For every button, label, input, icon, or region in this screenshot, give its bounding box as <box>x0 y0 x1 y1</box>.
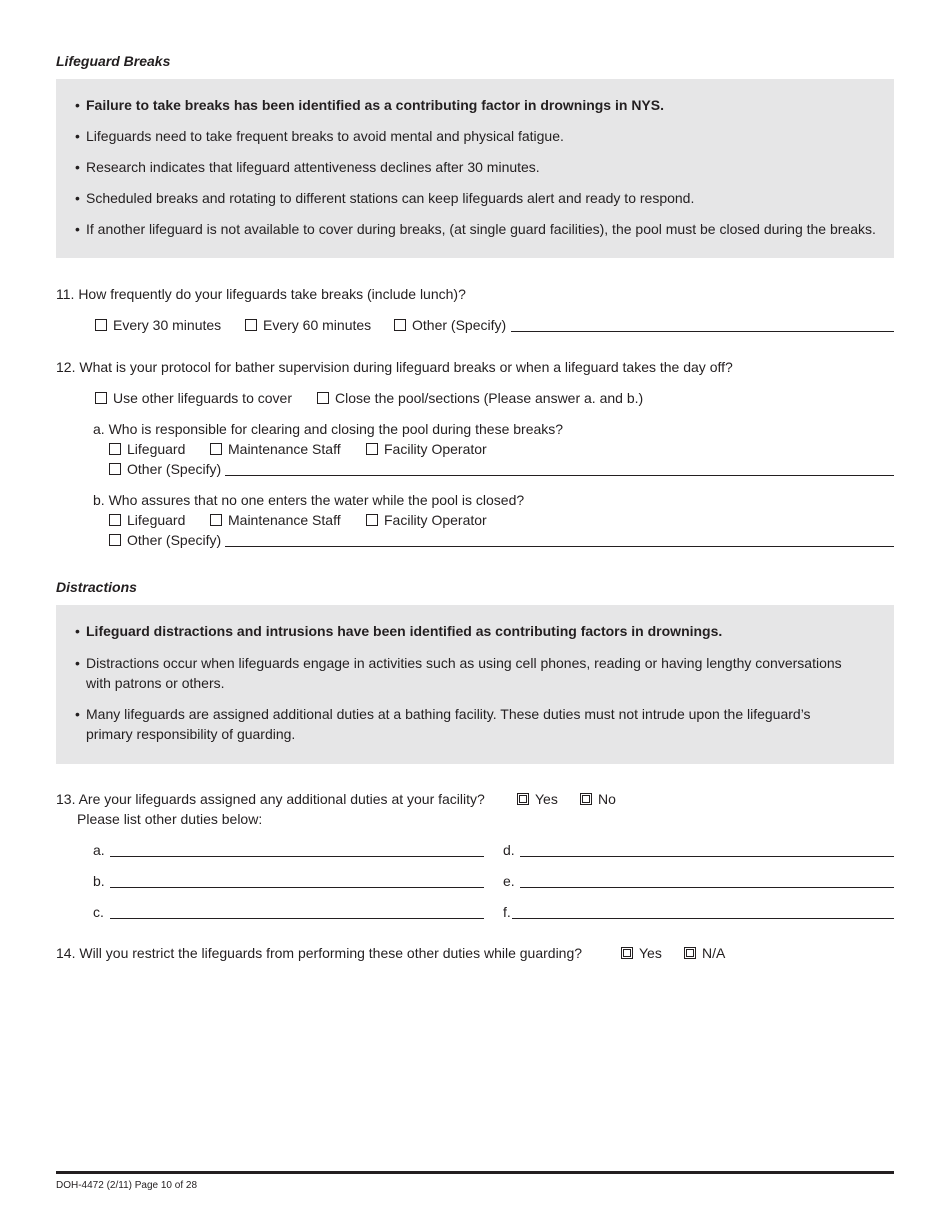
option-label: Other (Specify) <box>127 461 222 477</box>
duty-label-e: e. <box>503 873 515 889</box>
section-title-distractions: Distractions <box>56 579 137 595</box>
option-label: Use other lifeguards to cover <box>113 390 292 406</box>
bullet-text: If another lifeguard is not available to cover during breaks, (at single guard facilities), the pool must be closed during the breaks. <box>86 221 876 237</box>
option-13-yes[interactable] <box>517 791 558 807</box>
bullet-text: Failure to take breaks has been identified as a contributing factor in drownings in NYS. <box>86 97 664 113</box>
option-label: Facility Operator <box>384 512 487 528</box>
checkbox[interactable] <box>580 793 592 805</box>
option-label: Every 30 minutes <box>113 317 222 333</box>
bullet-text: Many lifeguards are assigned additional duties at a bathing facility. These duties must not intrude upon the lifeguard’s primary responsibility of guarding. <box>86 706 811 742</box>
bullet-item: • Scheduled breaks and rotating to different stations can keep lifeguards alert and ready to respond. <box>75 188 875 208</box>
duty-field-c[interactable] <box>110 918 484 919</box>
duty-field-e[interactable] <box>520 887 894 888</box>
footer-rule <box>56 1171 894 1174</box>
page-footer: DOH-4472 (2/11) Page 10 of 28 <box>56 1180 198 1191</box>
option-label: Maintenance Staff <box>228 441 341 457</box>
duty-label-b: b. <box>93 873 105 889</box>
duty-label-f: f. <box>503 904 511 920</box>
bullet-item: • Research indicates that lifeguard attentiveness declines after 30 minutes. <box>75 157 875 177</box>
bullet-item: • Lifeguard distractions and intrusions have been identified as contributing factors in drownings. <box>75 621 875 641</box>
question-12a: a. Who is responsible for clearing and closing the pool during these breaks? <box>93 421 564 437</box>
question-12b: b. Who assures that no one enters the water while the pool is closed? <box>93 492 525 508</box>
checkbox[interactable] <box>245 319 257 331</box>
option-label: Maintenance Staff <box>228 512 341 528</box>
option-12b-other-specify[interactable] <box>109 532 221 548</box>
option-label: No <box>598 791 616 807</box>
bullet-text: Research indicates that lifeguard attentiveness declines after 30 minutes. <box>86 159 540 175</box>
duty-label-a: a. <box>93 842 105 858</box>
option-label: Yes <box>639 945 662 961</box>
duty-field-b[interactable] <box>110 887 484 888</box>
option-12a-other-specify[interactable] <box>109 461 221 477</box>
checkbox[interactable] <box>95 392 107 404</box>
checkbox[interactable] <box>109 443 121 455</box>
duty-field-f[interactable] <box>512 918 894 919</box>
checkbox[interactable] <box>210 443 222 455</box>
duty-label-d: d. <box>503 842 515 858</box>
checkbox[interactable] <box>366 514 378 526</box>
option-every-60-minutes[interactable] <box>245 317 371 333</box>
option-label: Lifeguard <box>127 441 186 457</box>
q11-other-specify-field[interactable] <box>511 331 894 332</box>
option-use-other-lifeguards[interactable] <box>95 390 292 406</box>
option-14-na[interactable] <box>684 945 725 961</box>
question-11: 11. How frequently do your lifeguards take breaks (include lunch)? <box>56 286 466 302</box>
option-other-specify[interactable] <box>394 317 506 333</box>
option-every-30-minutes[interactable] <box>95 317 221 333</box>
bullet-text: Lifeguard distractions and intrusions have been identified as contributing factors in drownings. <box>86 623 723 639</box>
checkbox[interactable] <box>109 514 121 526</box>
checkbox[interactable] <box>210 514 222 526</box>
option-14-yes[interactable] <box>621 945 662 961</box>
checkbox[interactable] <box>109 534 121 546</box>
q12a-other-specify-field[interactable] <box>225 475 894 476</box>
bullet-item: • Failure to take breaks has been identified as a contributing factor in drownings in NYS. <box>75 95 875 115</box>
checkbox[interactable] <box>684 947 696 959</box>
bullet-text: Distractions occur when lifeguards engage in activities such as using cell phones, reading or having lengthy conversations with patrons or others. <box>86 655 842 691</box>
option-12b-maintenance-staff[interactable] <box>210 512 341 528</box>
option-12b-lifeguard[interactable] <box>109 512 185 528</box>
question-13: 13. Are your lifeguards assigned any additional duties at your facility? <box>56 791 485 807</box>
question-14: 14. Will you restrict the lifeguards from performing these other duties while guarding? <box>56 945 583 961</box>
duty-field-a[interactable] <box>110 856 484 857</box>
bullet-item: • Many lifeguards are assigned additional duties at a bathing facility. These duties must not intrude upon the lifeguard’s primary responsibility of guarding. <box>75 704 845 744</box>
option-label: Other (Specify) <box>412 317 507 333</box>
option-label: Other (Specify) <box>127 532 222 548</box>
bullet-text: Scheduled breaks and rotating to different stations can keep lifeguards alert and ready to respond. <box>86 190 695 206</box>
checkbox[interactable] <box>109 463 121 475</box>
option-label: Close the pool/sections (Please answer a. and b.) <box>335 390 644 406</box>
option-label: N/A <box>702 945 726 961</box>
bullet-text: Lifeguards need to take frequent breaks to avoid mental and physical fatigue. <box>86 128 564 144</box>
bullet-item: • Lifeguards need to take frequent breaks to avoid mental and physical fatigue. <box>75 126 875 146</box>
option-13-no[interactable] <box>580 791 616 807</box>
question-13-subtext: Please list other duties below: <box>77 811 263 827</box>
option-12a-lifeguard[interactable] <box>109 441 185 457</box>
question-12: 12. What is your protocol for bather supervision during lifeguard breaks or when a lifeguard takes the day off? <box>56 359 733 375</box>
option-12a-maintenance-staff[interactable] <box>210 441 341 457</box>
checkbox[interactable] <box>621 947 633 959</box>
checkbox[interactable] <box>394 319 406 331</box>
bullet-item: • Distractions occur when lifeguards engage in activities such as using cell phones, reading or having lengthy conversations with patrons or others. <box>75 653 865 693</box>
duty-field-d[interactable] <box>520 856 894 857</box>
option-label: Every 60 minutes <box>263 317 372 333</box>
bullet-item: • If another lifeguard is not available to cover during breaks, (at single guard facilities), the pool must be closed during the breaks. <box>75 219 890 239</box>
option-12a-facility-operator[interactable] <box>366 441 487 457</box>
option-close-pool-sections[interactable] <box>317 390 643 406</box>
option-12b-facility-operator[interactable] <box>366 512 487 528</box>
q12b-other-specify-field[interactable] <box>225 546 894 547</box>
duty-label-c: c. <box>93 904 104 920</box>
checkbox[interactable] <box>517 793 529 805</box>
option-label: Lifeguard <box>127 512 186 528</box>
checkbox[interactable] <box>366 443 378 455</box>
option-label: Yes <box>535 791 558 807</box>
checkbox[interactable] <box>95 319 107 331</box>
checkbox[interactable] <box>317 392 329 404</box>
section-title-lifeguard-breaks: Lifeguard Breaks <box>56 53 171 69</box>
option-label: Facility Operator <box>384 441 487 457</box>
